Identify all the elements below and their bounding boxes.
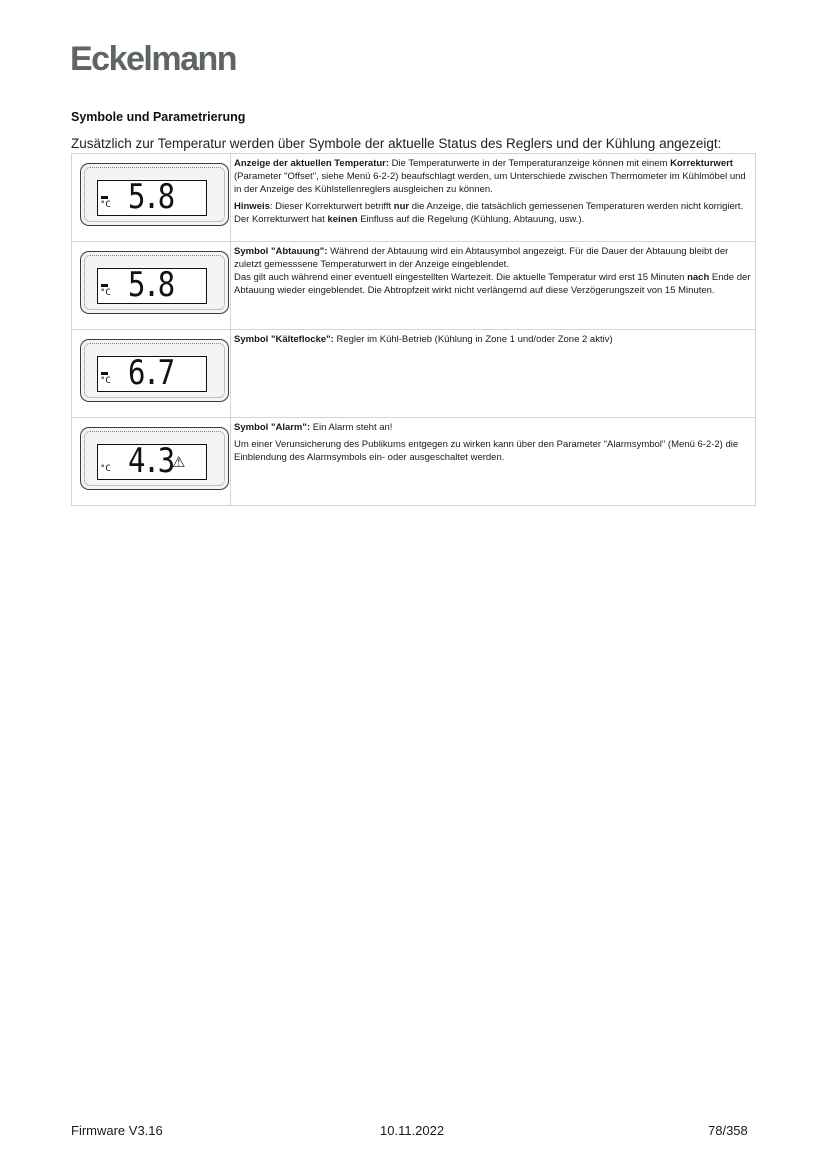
- bold-text: nach: [687, 272, 710, 283]
- symbol-row: [72, 154, 756, 242]
- footer-firmware: Firmware V3.16: [71, 1123, 163, 1138]
- unit-label: °C: [100, 288, 111, 298]
- lcd-screen: [97, 265, 207, 305]
- lcd-display: [80, 163, 229, 226]
- note-paragraph: [234, 438, 751, 464]
- description-cell: [231, 330, 756, 418]
- text-segment: Das gilt auch während einer eventuell eingestellten Wartezeit. Die aktuelle Temperatur wird erst 15 Minuten: [234, 272, 688, 283]
- text-segment: Die Temperaturwerte in der Temperaturanzeige können mit einem: [389, 158, 671, 169]
- description-paragraph: [234, 333, 751, 346]
- note-paragraph: [234, 200, 751, 226]
- temperature-digits: 6.7: [128, 353, 173, 393]
- description-paragraph: [234, 157, 751, 196]
- symbol-row: [72, 242, 756, 330]
- unit-label: °C: [100, 376, 111, 386]
- temperature-digits: 5.8: [128, 265, 173, 305]
- text-segment: Regler im Kühl-Betrieb (Kühlung in Zone 1 und/oder Zone 2 aktiv): [333, 334, 613, 345]
- bold-text: keinen: [327, 214, 358, 225]
- unit-label: °C: [100, 200, 111, 210]
- display-image-cell: [72, 154, 231, 242]
- lcd-screen: [97, 441, 207, 481]
- lcd-display: [80, 251, 229, 314]
- text-segment: die Anzeige, die tatsächlich gemessenen Temperaturen werden nicht korrigiert. Der Korrekturwert hat: [234, 201, 744, 225]
- symbol-table: [71, 153, 756, 506]
- lcd-display: [80, 339, 229, 402]
- alarm-triangle-icon: ⚠: [172, 454, 186, 471]
- bold-text: Anzeige der aktuellen Temperatur:: [234, 158, 390, 169]
- description-paragraph: [234, 421, 751, 434]
- footer-date: 10.11.2022: [380, 1123, 445, 1138]
- display-image-cell: [72, 330, 231, 418]
- footer-page-number: 78/358: [708, 1123, 748, 1138]
- minus-segment: [101, 284, 108, 287]
- text-segment: Ein Alarm steht an!: [310, 422, 393, 433]
- bold-text: Symbol "Alarm":: [234, 422, 311, 433]
- display-image-cell: [72, 242, 231, 330]
- lcd-display: [80, 427, 229, 490]
- text-segment: Während der Abtauung wird ein Abtausymbol angezeigt. Für die Dauer der Abtauung bleibt der zuletzt gemesssene Temperaturwert in der Anzeige eingeblendet.: [234, 246, 729, 270]
- bold-text: Symbol "Abtauung":: [234, 246, 328, 257]
- unit-label: °C: [100, 464, 111, 474]
- bold-text: Symbol "Kälteflocke":: [234, 334, 334, 345]
- text-segment: (Parameter "Offset", siehe Menü 6-2-2) beaufschlagt werden, um Unterschiede zwischen Thermometer im Kühlmöbel und in der Anzeige des Kühlstellenreglers ausgleichen zu können.: [234, 171, 746, 195]
- section-intro: Zusätzlich zur Temperatur werden über Symbole der aktuelle Status des Reglers und der Kühlung angezeigt:: [71, 136, 722, 151]
- lcd-screen: [97, 353, 207, 393]
- bold-text: nur: [393, 201, 410, 212]
- temperature-digits: 4.3: [128, 441, 173, 481]
- description-paragraph: [234, 245, 751, 297]
- description-cell: [231, 154, 756, 242]
- description-cell: [231, 418, 756, 506]
- minus-segment: [101, 372, 108, 375]
- symbol-row: [72, 330, 756, 418]
- display-image-cell: [72, 418, 231, 506]
- text-segment: Ende der Abtauung wieder eingeblendet. Die Abtropfzeit wirkt nicht verlängernd auf diese Verzögerungszeit von 15 Minuten.: [234, 272, 751, 296]
- minus-segment: [101, 196, 108, 199]
- symbol-row: [72, 418, 756, 506]
- text-segment: : Dieser Korrekturwert betrifft: [269, 201, 394, 212]
- description-cell: [231, 242, 756, 330]
- section-title: Symbole und Parametrierung: [71, 110, 246, 124]
- bold-text: Hinweis: [234, 201, 270, 212]
- text-segment: Einfluss auf die Regelung (Kühlung, Abtauung, usw.).: [357, 214, 585, 225]
- bold-text: Korrekturwert: [670, 158, 733, 169]
- temperature-digits: 5.8: [128, 177, 173, 217]
- lcd-screen: [97, 177, 207, 217]
- eckelmann-logo: Eckelmann: [70, 40, 237, 78]
- text-segment: Um einer Verunsicherung des Publikums entgegen zu wirken kann über den Parameter "Alarmsymbol" (Menü 6-2-2) die Einblendung des Alarmsymbols ein- oder ausgeschaltet werden.: [234, 439, 739, 463]
